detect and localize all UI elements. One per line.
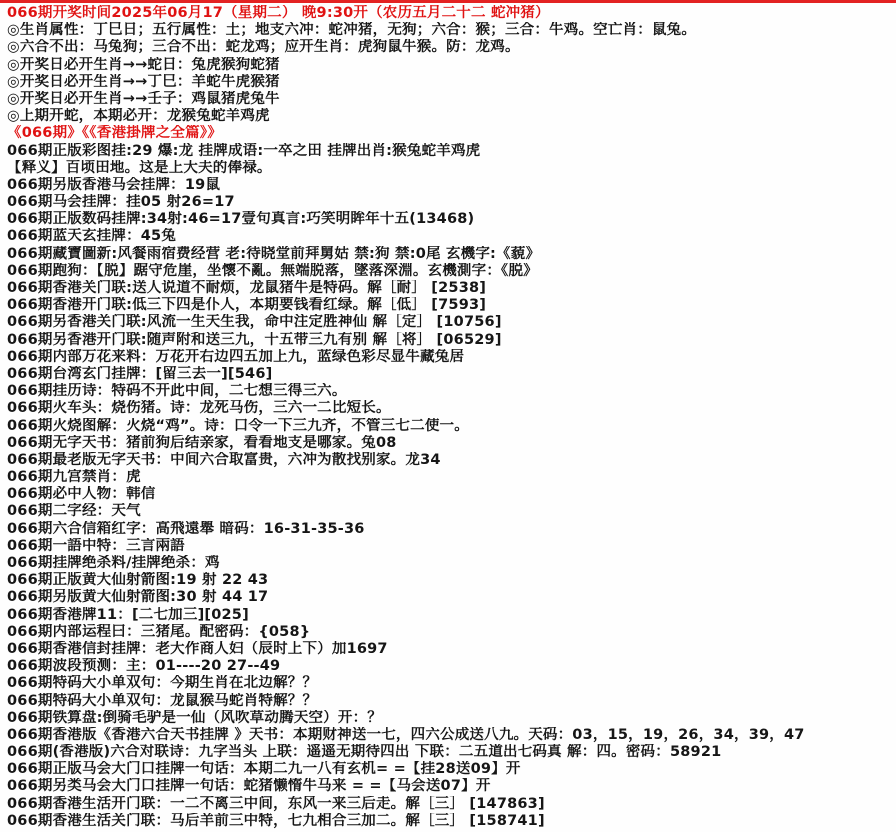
text-line: ◎开奖日必开生肖→→壬子：鸡鼠猪虎兔牛 bbox=[7, 90, 280, 107]
text-line: 066期香港生活开门联：一二不离三中间，东风一来三后走。解［三］ [147863] bbox=[7, 795, 545, 812]
text-line: 【释义】百顷田地。这是上大夫的俸禄。 bbox=[7, 159, 272, 176]
text-line: 066期香港牌11：[二七加三][025] bbox=[7, 606, 249, 623]
text-line: 066期跑狗：【脱】踞守危崖，坐懷不亂。無端脱落，墜落深淵。玄機測字：《脱》 bbox=[7, 262, 538, 279]
text-line: 066期火烧图解：火烧“鸡”。诗：口令一下三九齐，不管三七二使一。 bbox=[7, 417, 469, 434]
text-line: 066期火车头：烧伤猪。诗：龙死马伤，三六一二比短长。 bbox=[7, 400, 391, 417]
text-line: 066期一語中特：三言兩語 bbox=[7, 537, 185, 554]
text-line: 066期香港版《香港六合天书挂牌 》天书：本期财神送一七，四六公成送八九。天码：03，15，19，26，34，39，47 bbox=[7, 726, 805, 743]
text-line: 066期另版黄大仙射箭图:30 射 44 17 bbox=[7, 589, 269, 606]
text-line: 066期正版数码挂牌:34射:46=17壹句真言:巧笑明眸年十五(13468) bbox=[7, 211, 475, 228]
text-line: 066期正版彩图挂:29 爆:龙 挂牌成语:一卒之田 挂牌出肖:猴兔蛇羊鸡虎 bbox=[7, 142, 481, 159]
text-line: 066期正版黄大仙射箭图:19 射 22 43 bbox=[7, 572, 269, 589]
text-line: ◎生肖属性：丁巳日；五行属性：土；地支六冲：蛇冲猪，无狗；六合：猴；三合：牛鸡。空亡肖：鼠兔。 bbox=[7, 22, 697, 39]
text-line: 066期二字经：天气 bbox=[7, 503, 141, 520]
text-line: 066期另版香港马会挂牌：19鼠 bbox=[7, 176, 221, 193]
text-line: 066期香港开门联:低三下四是仆人，本期要钱看红绿。解［低］ [7593] bbox=[7, 297, 487, 314]
text-line: 066期无字天书：猪前狗后结亲家，看看地支是哪家。兔08 bbox=[7, 434, 397, 451]
text-line: 066期特码大小单双句：龙鼠猴马蛇肖特解？？ bbox=[7, 692, 318, 709]
text-line: 066期六合信箱红字：高飛遠舉 暗码：16-31-35-36 bbox=[7, 520, 365, 537]
text-line: ◎开奖日必开生肖→→蛇日：兔虎猴狗蛇猪 bbox=[7, 56, 280, 73]
text-line: 066期香港生活关门联：马后羊前三中特，七九相合三加二。解［三］ [158741] bbox=[7, 812, 545, 829]
text-line: 066期正版马会大门口挂牌一句话：本期二九一八有玄机= =【挂28送09】开 bbox=[7, 761, 521, 778]
text-line: ◎上期开蛇，本期必开：龙猴兔蛇羊鸡虎 bbox=[7, 108, 270, 125]
text-line: 066期另香港开门联:随声附和送三九，十五带三九有别 解［将］ [06529] bbox=[7, 331, 502, 348]
text-line: 066期香港信封挂牌：老大作商人妇（辰时上下）加1697 bbox=[7, 640, 388, 657]
text-line: 066期台湾玄门挂牌：[留三去一][546] bbox=[7, 365, 273, 382]
text-line: 066期九宫禁肖：虎 bbox=[7, 469, 141, 486]
text-line: 066期另类马会大门口挂牌一句话：蛇猪懒惰牛马来 = =【马会送07】开 bbox=[7, 778, 491, 795]
text-line: 066期最老版无字天书：中间六合取富贵，六冲为散找别家。龙34 bbox=[7, 451, 441, 468]
text-line: 066期(香港版)六合对联诗：九字当头 上联：遥遥无期待四出 下联：二五道出七码真 解：四。密码：58921 bbox=[7, 744, 722, 761]
text-line: 066期蓝天玄挂牌：45兔 bbox=[7, 228, 177, 245]
text-line: 066期另香港关门联:风流一生天生我，命中注定胜神仙 解［定］ [10756] bbox=[7, 314, 502, 331]
text-line: 066期挂牌绝杀料/挂牌绝杀：鸡 bbox=[7, 555, 220, 571]
text-line: 《066期》《《香港掛牌之全篇》》 bbox=[7, 125, 222, 142]
text-line: 066期马会挂牌：挂05 射26=17 bbox=[7, 194, 235, 211]
text-line: 066期开奖时间2025年06月17（星期二） 晚9:30开（农历五月二十二 蛇冲猪） bbox=[7, 5, 550, 21]
text-line: 066期香港关门联:送人说道不耐烦，龙鼠猪牛是特码。解［耐］ [2538] bbox=[7, 280, 487, 296]
top-red-rule bbox=[0, 0, 896, 3]
text-line: 066期波段预测：主：01----20 27--49 bbox=[7, 658, 281, 675]
document-body bbox=[0, 5, 896, 830]
text-line: 066期内部万花来料：万花开右边四五加上九，蓝绿色彩尽显牛藏兔居 bbox=[7, 348, 465, 365]
text-line: 066期特码大小单双句：今期生肖在北边解？？ bbox=[7, 675, 318, 692]
text-line: 066期内部运程曰：三猪尾。配密码：{058} bbox=[7, 623, 311, 640]
text-line: ◎六合不出：马兔狗；三合不出：蛇龙鸡；应开生肖：虎狗鼠牛猴。防：龙鸡。 bbox=[7, 39, 520, 56]
text-line: 066期铁算盘:倒骑毛驴是一仙（风吹草动腾天空）开：？ bbox=[7, 709, 382, 726]
text-line: 066期藏寶圖新:风餐雨宿费经营 老:待晓堂前拜舅姑 禁:狗 禁:0尾 玄機字:《藐》 bbox=[7, 245, 541, 262]
text-line: ◎开奖日必开生肖→→丁巳：羊蛇牛虎猴猪 bbox=[7, 73, 280, 90]
text-line: 066期挂历诗：特码不开此中间，二七想三得三六。 bbox=[7, 383, 347, 400]
text-line: 066期必中人物：韩信 bbox=[7, 486, 156, 503]
